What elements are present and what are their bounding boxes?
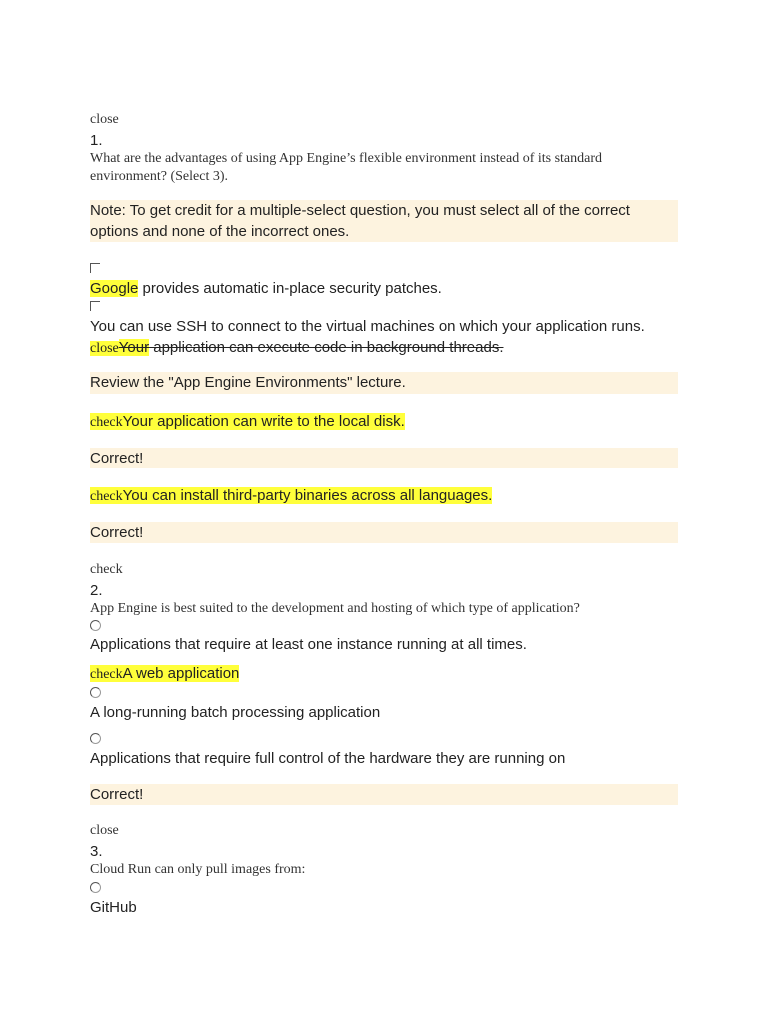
radio-icon[interactable] — [90, 687, 101, 698]
feedback-correct: Correct! — [90, 784, 678, 805]
answer-option-text: You can install third-party binaries across all languages. — [122, 487, 493, 504]
selected-answer-correct — [90, 664, 239, 685]
answer-option: You can use SSH to connect to the virtual machines on which your application runs. — [90, 318, 645, 335]
correct-mark: check — [90, 667, 123, 682]
answer-option-text: A web application — [122, 665, 240, 682]
question-text: What are the advantages of using App Engine’s flexible environment instead of its standard environment? (Select 3). — [90, 151, 603, 184]
question-status-incorrect: close — [90, 112, 119, 127]
feedback-review: Review the "App Engine Environments" lecture. — [90, 372, 678, 394]
answer-option: GitHub — [90, 899, 137, 916]
answer-option: Applications that require at least one instance running at all times. — [90, 636, 527, 653]
checkbox-icon[interactable] — [90, 263, 100, 273]
question-number: 1. — [90, 132, 103, 149]
checkbox-icon[interactable] — [90, 301, 100, 311]
answer-option-text: provides automatic in-place security patches. — [138, 280, 442, 297]
struck-text-highlighted: Your — [118, 339, 150, 356]
question-status-correct: check — [90, 562, 123, 577]
answer-option-text: Your application can write to the local disk. — [122, 413, 405, 430]
correct-mark: check — [90, 415, 123, 430]
radio-icon[interactable] — [90, 882, 101, 893]
selected-answer-correct — [90, 486, 492, 507]
selected-answer-correct — [90, 412, 405, 433]
question-text: Cloud Run can only pull images from: — [90, 862, 306, 877]
struck-text: application can execute code in background threads. — [149, 339, 504, 356]
multi-select-note: Note: To get credit for a multiple-select question, you must select all of the correct options and none of the incorrect ones. — [90, 200, 678, 242]
feedback-correct: Correct! — [90, 522, 678, 543]
incorrect-mark: close — [90, 341, 119, 356]
highlighted-text: Google — [90, 280, 139, 297]
question-number: 3. — [90, 843, 103, 860]
correct-mark: check — [90, 489, 123, 504]
radio-icon[interactable] — [90, 733, 101, 744]
answer-option: A long-running batch processing application — [90, 704, 381, 721]
answer-option: Applications that require full control of the hardware they are running on — [90, 750, 566, 767]
question-status-incorrect: close — [90, 823, 119, 838]
answer-option — [90, 279, 442, 299]
question-text: App Engine is best suited to the development and hosting of which type of application? — [90, 601, 580, 616]
quiz-page — [90, 0, 678, 1024]
question-number: 2. — [90, 582, 103, 599]
selected-answer-incorrect — [90, 338, 503, 359]
radio-icon[interactable] — [90, 620, 101, 631]
feedback-correct: Correct! — [90, 448, 678, 468]
